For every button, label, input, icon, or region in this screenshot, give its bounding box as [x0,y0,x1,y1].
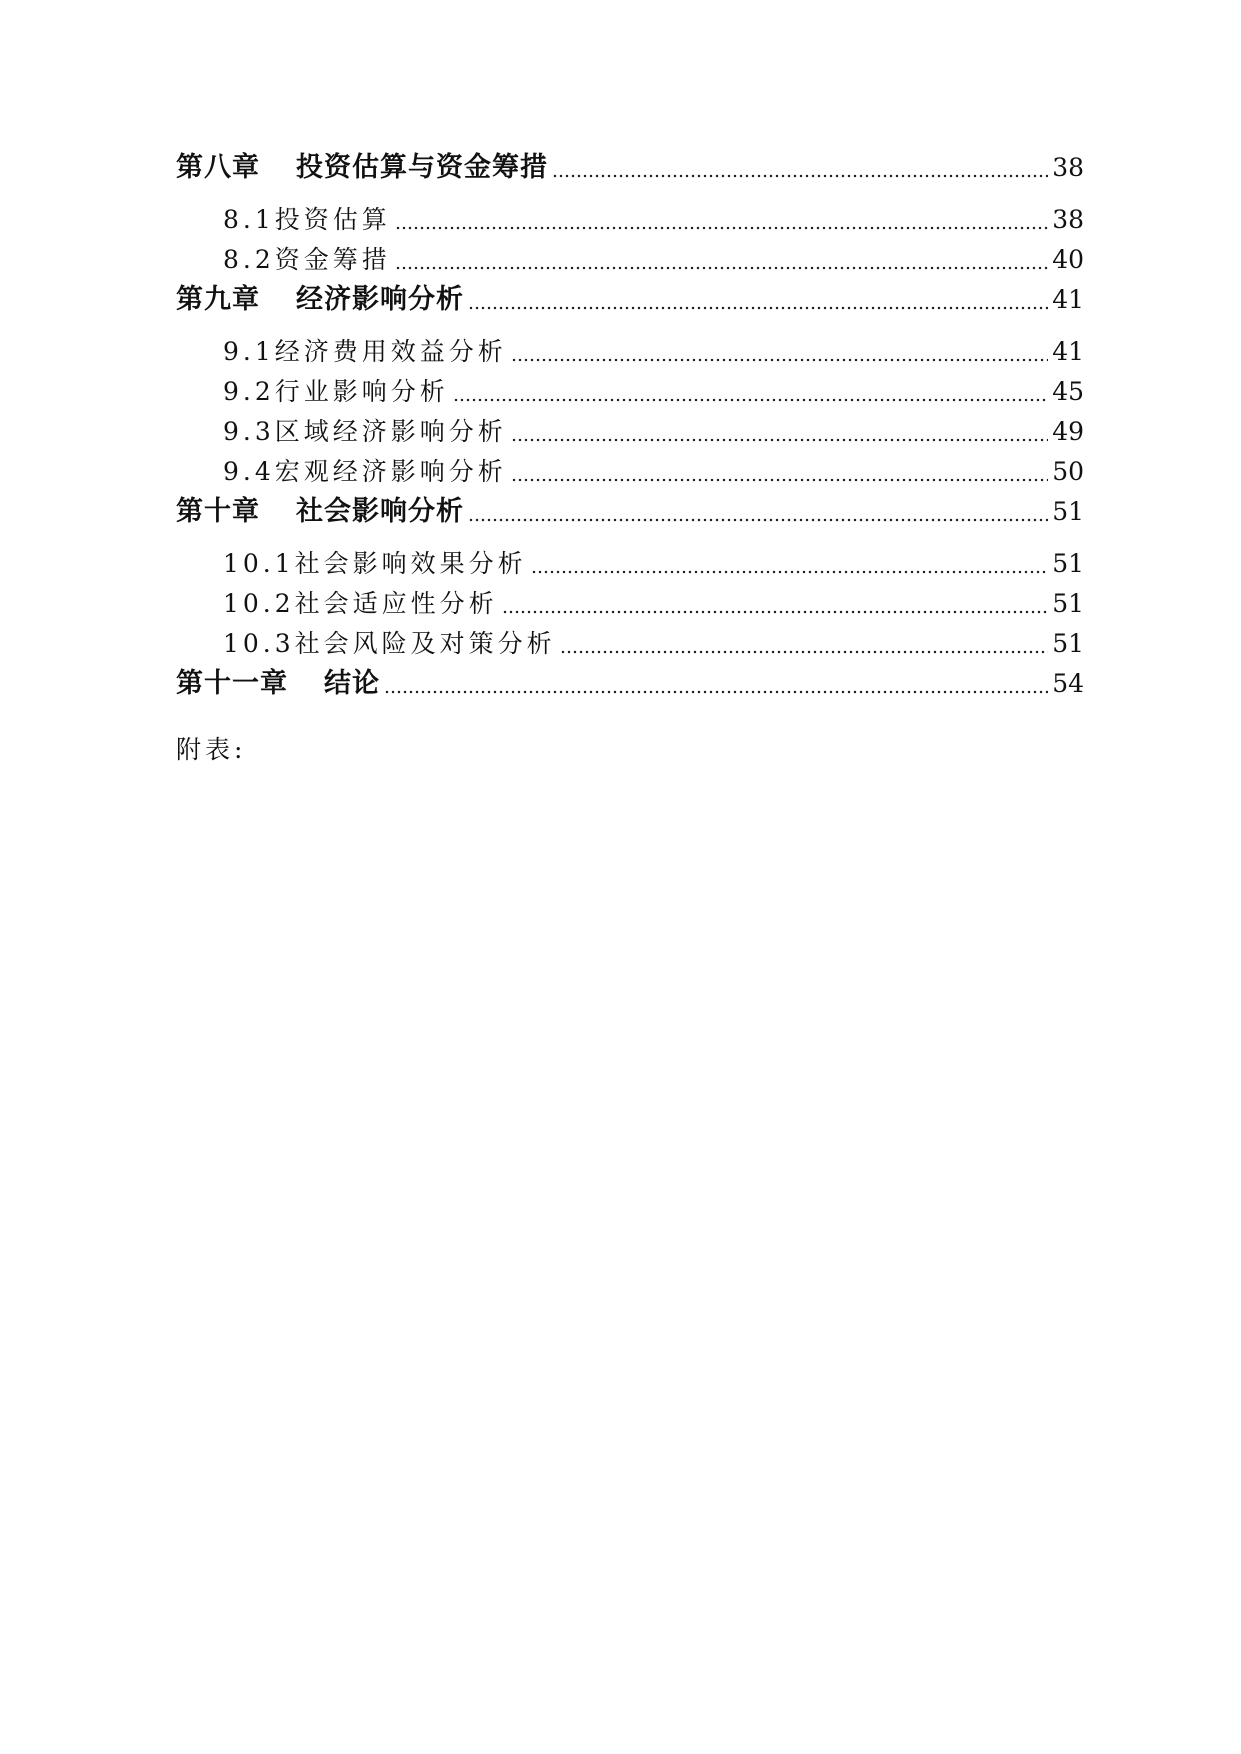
dot-leader [453,397,1048,403]
toc-section-title: 资金筹措 [274,245,391,274]
toc-section-number: 10.2 [223,589,295,618]
toc-section-number: 8.1 [223,205,275,234]
toc-section-10-2[interactable] [176,584,1084,624]
dot-leader [511,357,1048,363]
toc-page-number: 40 [1052,245,1084,274]
toc-section-title: 行业影响分析 [274,377,449,406]
toc-page-number: 51 [1052,629,1084,658]
table-of-contents [176,148,1084,704]
dot-leader [552,173,1048,179]
dot-leader [395,265,1048,271]
toc-chapter-number: 第九章 [176,284,260,315]
toc-page-number: 50 [1052,457,1084,486]
toc-chapter-11[interactable] [176,664,1084,704]
toc-section-title: 社会影响效果分析 [294,549,527,578]
toc-section-number: 8.2 [223,245,275,274]
toc-page-number: 51 [1052,549,1084,578]
toc-section-number: 10.1 [223,549,295,578]
toc-chapter-title: 经济影响分析 [296,284,464,315]
toc-chapter-number: 第十章 [176,496,260,527]
toc-section-title: 社会风险及对策分析 [294,629,556,658]
toc-chapter-number: 第八章 [176,152,260,183]
toc-section-number: 9.4 [223,457,275,486]
appendix-label: 附表: [176,735,247,764]
toc-chapter-title: 结论 [324,668,380,699]
dot-leader [511,477,1048,483]
toc-page-number: 49 [1052,417,1084,446]
toc-section-9-3[interactable] [176,412,1084,452]
toc-section-number: 10.3 [223,629,295,658]
toc-section-10-3[interactable] [176,624,1084,664]
toc-chapter-number: 第十一章 [176,668,288,699]
dot-leader [511,437,1048,443]
toc-section-8-2[interactable] [176,240,1084,280]
toc-page-number: 41 [1052,285,1084,314]
toc-section-title: 社会适应性分析 [294,589,498,618]
toc-section-9-1[interactable] [176,332,1084,372]
toc-page-number: 38 [1052,153,1084,182]
dot-leader [395,225,1048,231]
dot-leader [468,517,1048,523]
toc-section-number: 9.3 [223,417,275,446]
toc-chapter-title: 社会影响分析 [296,496,464,527]
toc-section-number: 9.1 [223,337,275,366]
toc-page-number: 38 [1052,205,1084,234]
toc-chapter-title: 投资估算与资金筹措 [296,152,548,183]
toc-section-9-4[interactable] [176,452,1084,492]
toc-section-9-2[interactable] [176,372,1084,412]
dot-leader [560,649,1049,655]
toc-page-number: 45 [1052,377,1084,406]
toc-section-title: 投资估算 [274,205,391,234]
toc-page-number: 51 [1052,589,1084,618]
dot-leader [468,305,1048,311]
toc-chapter-8[interactable] [176,148,1084,188]
dot-leader [384,689,1048,695]
toc-section-10-1[interactable] [176,544,1084,584]
toc-section-8-1[interactable] [176,200,1084,240]
toc-chapter-10[interactable] [176,492,1084,532]
dot-leader [502,609,1049,615]
toc-chapter-9[interactable] [176,280,1084,320]
toc-section-title: 宏观经济影响分析 [274,457,507,486]
toc-page-number: 51 [1052,497,1084,526]
dot-leader [531,569,1049,575]
toc-section-number: 9.2 [223,377,275,406]
toc-page-number: 41 [1052,337,1084,366]
toc-page-number: 54 [1052,669,1084,698]
toc-section-title: 区域经济影响分析 [274,417,507,446]
toc-section-title: 经济费用效益分析 [274,337,507,366]
